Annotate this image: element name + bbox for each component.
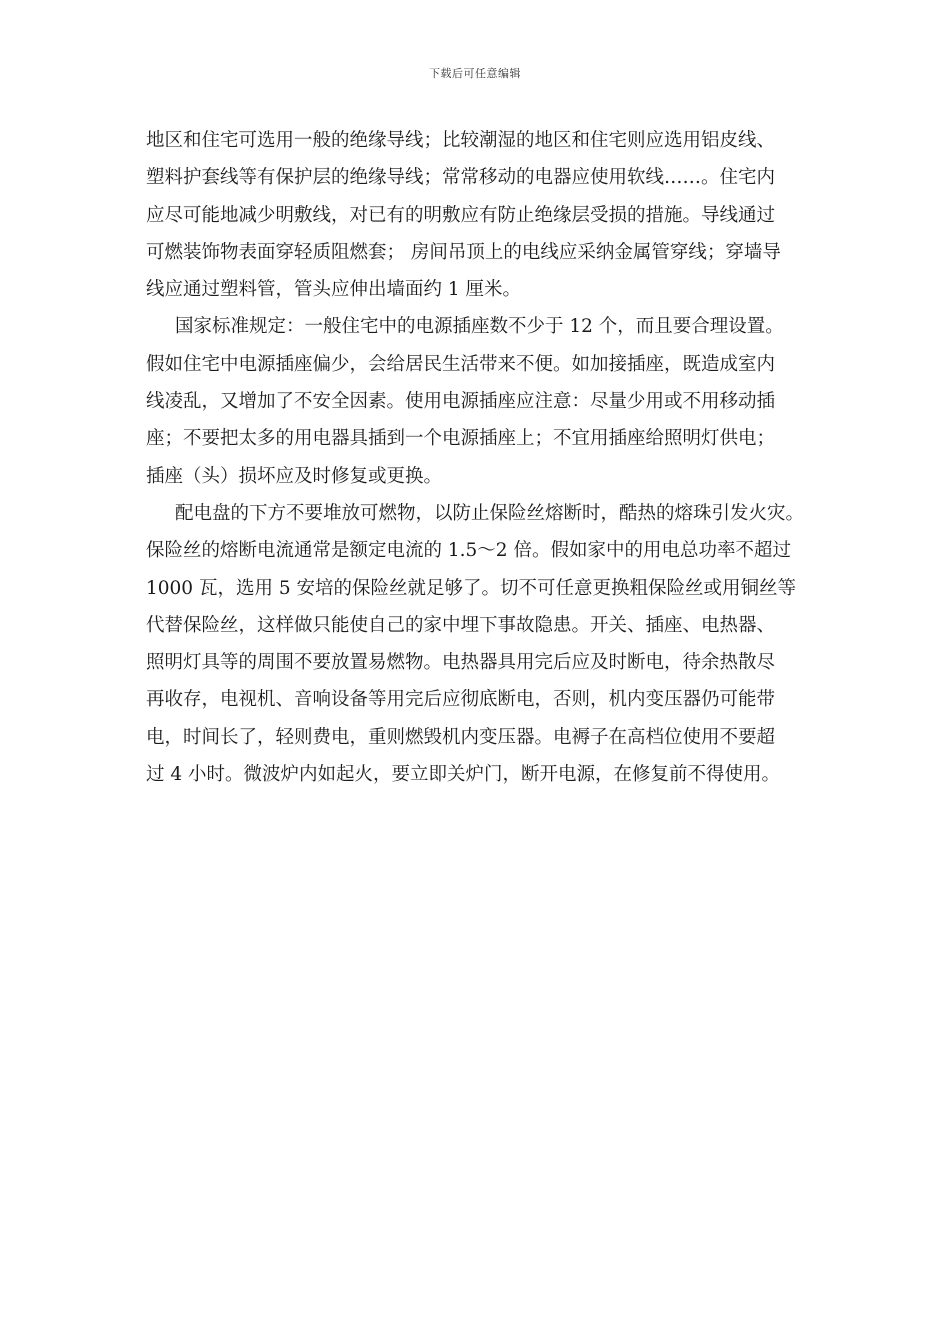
paragraph-start-line: 配电盘的下方不要堆放可燃物，以防止保险丝熔断时，酷热的熔珠引发火灾。 xyxy=(175,502,805,524)
text-line: 线凌乱，又增加了不安全因素。使用电源插座应注意：尽量少用或不用移动插 xyxy=(146,391,776,413)
text-line: 1000 瓦，选用 5 安培的保险丝就足够了。切不可任意更换粗保险丝或用铜丝等 xyxy=(146,577,796,599)
text-line: 保险丝的熔断电流通常是额定电流的 1.5～2 倍。假如家中的用电总功率不超过 xyxy=(146,540,791,562)
text-line: 照明灯具等的周围不要放置易燃物。电热器具用完后应及时断电，待余热散尽 xyxy=(146,652,776,674)
paragraph-start-line: 国家标准规定：一般住宅中的电源插座数不少于 12 个，而且要合理设置。 xyxy=(175,316,784,338)
text-line: 座；不要把太多的用电器具插到一个电源插座上；不宜用插座给照明灯供电； xyxy=(146,428,776,450)
text-line: 电，时间长了，轻则费电，重则燃毁机内变压器。电褥子在高档位使用不要超 xyxy=(146,726,776,748)
text-line: 塑料护套线等有保护层的绝缘导线；常常移动的电器应使用软线……。住宅内 xyxy=(146,167,776,189)
text-line: 假如住宅中电源插座偏少，会给居民生活带来不便。如加接插座，既造成室内 xyxy=(146,353,776,375)
text-line: 线应通过塑料管，管头应伸出墙面约 1 厘米。 xyxy=(146,279,522,301)
text-line: 插座（头）损坏应及时修复或更换。 xyxy=(146,465,443,487)
body-text xyxy=(146,122,814,793)
text-line: 地区和住宅可选用一般的绝缘导线；比较潮湿的地区和住宅则应选用铝皮线、 xyxy=(146,130,776,151)
text-line: 过 4 小时。微波炉内如起火，要立即关炉门，断开电源，在修复前不得使用。 xyxy=(146,764,781,786)
text-line: 再收存，电视机、音响设备等用完后应彻底断电，否则，机内变压器仍可能带 xyxy=(146,689,776,711)
text-line: 应尽可能地减少明敷线，对已有的明敷应有防止绝缘层受损的措施。导线通过 xyxy=(146,204,776,226)
text-line: 可燃装饰物表面穿轻质阻燃套； 房间吊顶上的电线应采纳金属管穿线；穿墙导 xyxy=(146,241,781,263)
text-line: 代替保险丝，这样做只能使自己的家中埋下事故隐患。开关、插座、电热器、 xyxy=(146,614,776,636)
page-header: 下载后可任意编辑 xyxy=(429,67,521,80)
